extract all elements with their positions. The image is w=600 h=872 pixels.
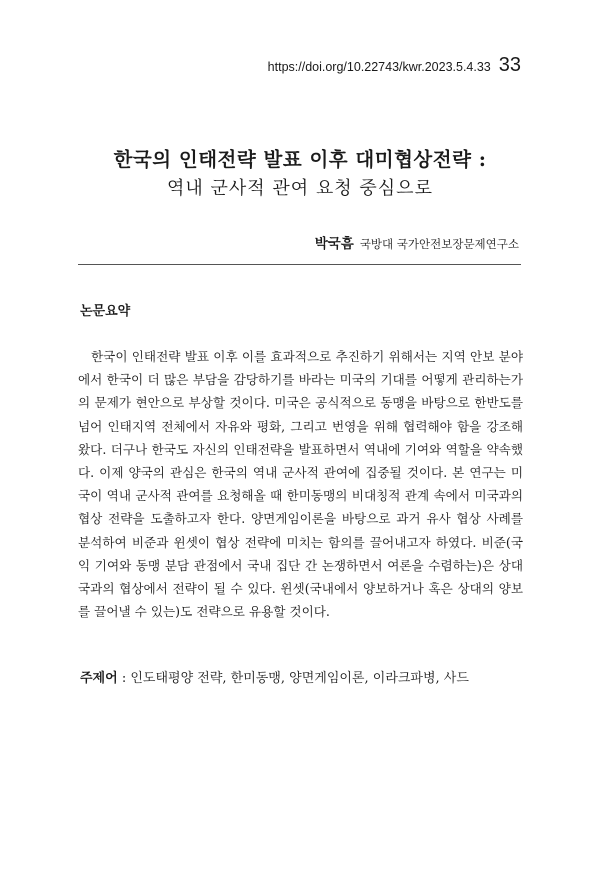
- abstract-body: 한국이 인태전략 발표 이후 이를 효과적으로 추진하기 위해서는 지역 안보 분야에서 한국이 더 많은 부담을 감당하기를 바라는 미국의 기대를 어떻게 관리하는가의 문제가 현안으로 부상할 것이다. 미국은 공식적으로 동맹을 바탕으로 한반도를 넘어 인태지역 전체에서 자유와 평화, 그리고 번영을 위해 협력해야 함을 강조해왔다. 더구나 한국도 자신의 인태전략을 발표하면서 역내에 기여와 역할을 약속했다. 이제 양국의 관심은 한국의 역내 군사적 관여에 집중될 것이다. 본 연구는 미국이 역내 군사적 관여를 요청해올 때 한미동맹의 비대칭적 관계 속에서 미국과의 협상 전략을 도출하고자 한다. 양면게임이론을 바탕으로 과거 유사 협상 사례를 분석하여 비준과 윈셋이 협상 전략에 미치는 함의를 끌어내고자 하였다. 비준(국익 기여와 동맹 분담 관점에서 국내 집단 간 논쟁하면서 여론을 수렴하는)은 상대국과의 협상에서 전략이 될 수 있다. 윈셋(국내에서 양보하거나 혹은 상대의 양보를 끌어낼 수 있는)도 전략으로 유용할 것이다.: [78, 349, 523, 620]
- article-title: 한국의 인태전략 발표 이후 대미협상전략 :: [113, 148, 487, 171]
- author-name: 박국흠: [314, 236, 354, 252]
- keywords-list: 인도태평양 전략, 한미동맹, 양면게임이론, 이라크파병, 사드: [130, 671, 469, 686]
- page-number: 33: [498, 54, 521, 76]
- page-header: [268, 54, 521, 77]
- keywords-label: 주제어: [80, 671, 118, 686]
- article-subtitle: 역내 군사적 관여 요청 중심으로: [167, 178, 433, 199]
- author-line: [315, 232, 519, 252]
- doi-link[interactable]: https://doi.org/10.22743/kwr.2023.5.4.33: [267, 60, 491, 74]
- author-affiliation: 국방대 국가안전보장문제연구소: [359, 237, 519, 251]
- abstract-heading: 논문요약: [80, 304, 131, 319]
- title-block: [0, 146, 600, 202]
- keywords-line: [80, 667, 525, 686]
- keywords-separator: :: [117, 671, 131, 686]
- header-divider: [78, 264, 521, 265]
